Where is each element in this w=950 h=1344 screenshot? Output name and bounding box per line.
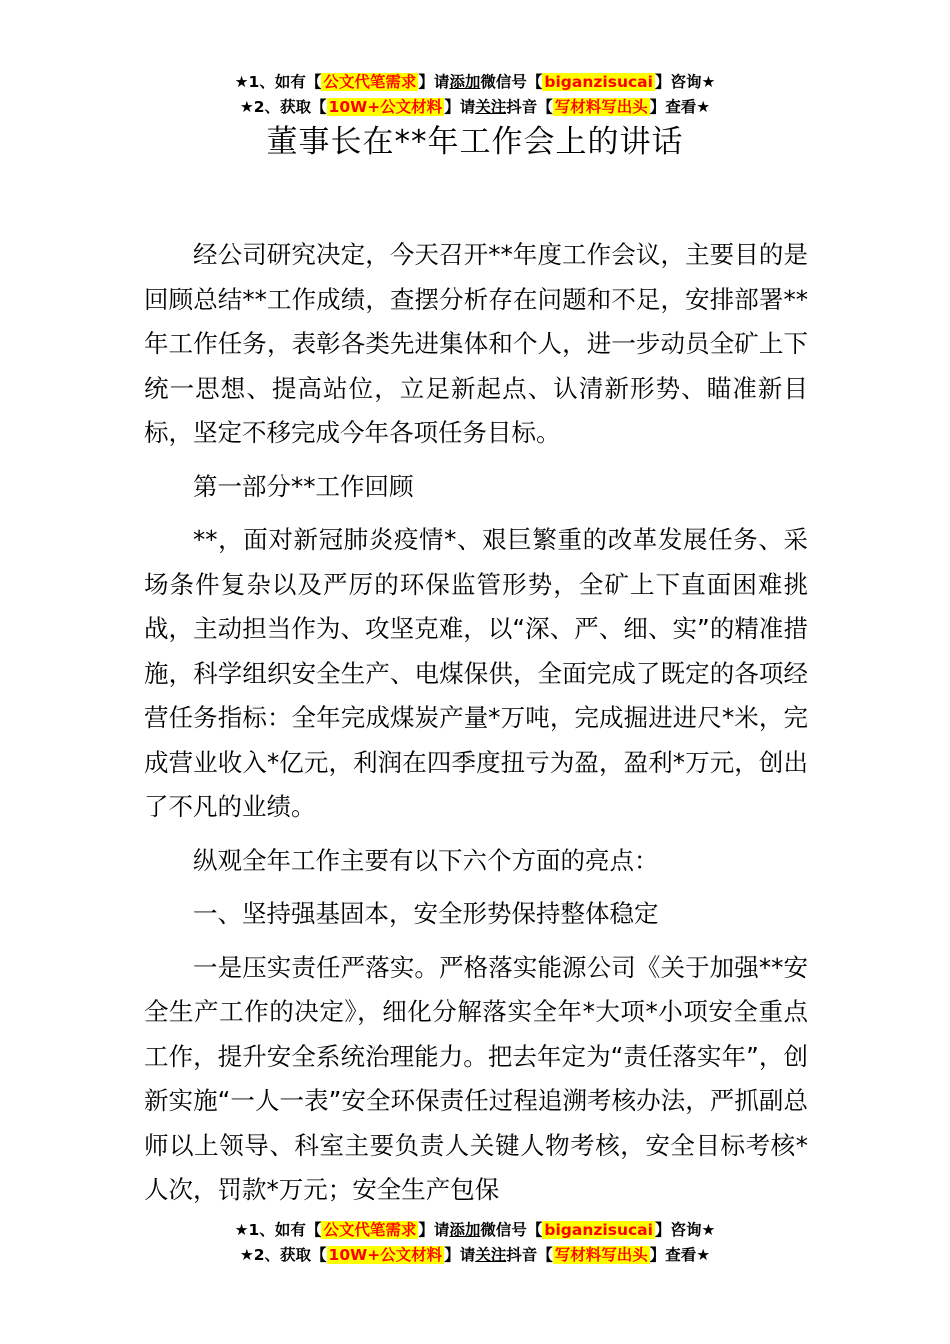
section-heading: 第一部分**工作回顾	[193, 471, 414, 501]
subsection-heading: 一、坚持强基固本，安全形势保持整体稳定	[193, 899, 659, 928]
document-body	[144, 233, 808, 1222]
promo-line-2	[0, 1243, 950, 1268]
promo-text: 】请	[418, 73, 450, 91]
promo-underlined-text: 添加	[449, 73, 481, 91]
paragraph-review: **，面对新冠肺炎疫情*、艰巨繁重的改革发展任务、采场条件复杂以及严厉的环保监管形势，全矿上下直面困难挑战，主动担当作为、攻坚克难，以“深、严、细、实”的精准措施，科学组织安全生产、电煤保供，全面完成了既定的各项经营任务指标：全年完成煤炭产量*万吨，完成掘进进尺*米，完成营业收入*亿元，利润在四季度扭亏为盈，盈利*万元，创出了不凡的业绩。	[144, 525, 808, 821]
promo-text: 抖音【	[506, 1246, 553, 1264]
promo-underlined-text: 关注	[475, 98, 507, 116]
promo-text: 微信号【	[480, 73, 543, 91]
promo-text: 】请	[444, 98, 476, 116]
promo-text: 】查看★	[649, 1246, 711, 1264]
promo-banner-bottom	[0, 1218, 950, 1268]
promo-text: ★2、获取【	[239, 1246, 327, 1264]
promo-highlight: 写材料写出头	[554, 98, 648, 116]
paragraph-highlights-lead: 纵观全年工作主要有以下六个方面的亮点：	[193, 845, 659, 875]
promo-line-2	[0, 95, 950, 120]
promo-text: 】咨询★	[654, 73, 716, 91]
promo-underlined-text: 添加	[449, 1221, 481, 1239]
promo-highlight: 10W+公文材料	[328, 98, 443, 116]
promo-line-1	[0, 70, 950, 95]
document-title: 董事长在**年工作会上的讲话	[266, 124, 684, 160]
promo-text: ★1、如有【	[234, 73, 322, 91]
promo-highlight: biganzisucai	[544, 1221, 653, 1239]
promo-highlight: 公文代笔需求	[323, 1221, 417, 1239]
paragraph-intro: 经公司研究决定，今天召开**年度工作会议，主要目的是回顾总结**工作成绩，查摆分析存在问题和不足，安排部署**年工作任务，表彰各类先进集体和个人，进一步动员全矿上下统一思想、提高站位，立足新起点、认清新形势、瞄准新目标，坚定不移完成今年各项任务目标。	[144, 240, 808, 447]
promo-highlight: biganzisucai	[544, 73, 653, 91]
promo-text: 】咨询★	[654, 1221, 716, 1239]
promo-text: 】请	[444, 1246, 476, 1264]
promo-highlight: 公文代笔需求	[323, 73, 417, 91]
promo-highlight: 10W+公文材料	[328, 1246, 443, 1264]
promo-line-1	[0, 1218, 950, 1243]
promo-text: 】请	[418, 1221, 450, 1239]
paragraph-responsibility: 一是压实责任严落实。严格落实能源公司《关于加强**安全生产工作的决定》，细化分解落实全年*大项*小项安全重点工作，提升安全系统治理能力。把去年定为“责任落实年”，创新实施“一人一表”安全环保责任过程追溯考核办法，严抓副总师以上领导、科室主要负责人关键人物考核，安全目标考核*人次，罚款*万元；安全生产包保	[144, 952, 808, 1204]
promo-text: ★1、如有【	[234, 1221, 322, 1239]
promo-banner-top	[0, 70, 950, 120]
promo-text: 微信号【	[480, 1221, 543, 1239]
promo-underlined-text: 关注	[475, 1246, 507, 1264]
promo-text: 】查看★	[649, 98, 711, 116]
promo-text: 抖音【	[506, 98, 553, 116]
promo-highlight: 写材料写出头	[554, 1246, 648, 1264]
promo-text: ★2、获取【	[239, 98, 327, 116]
